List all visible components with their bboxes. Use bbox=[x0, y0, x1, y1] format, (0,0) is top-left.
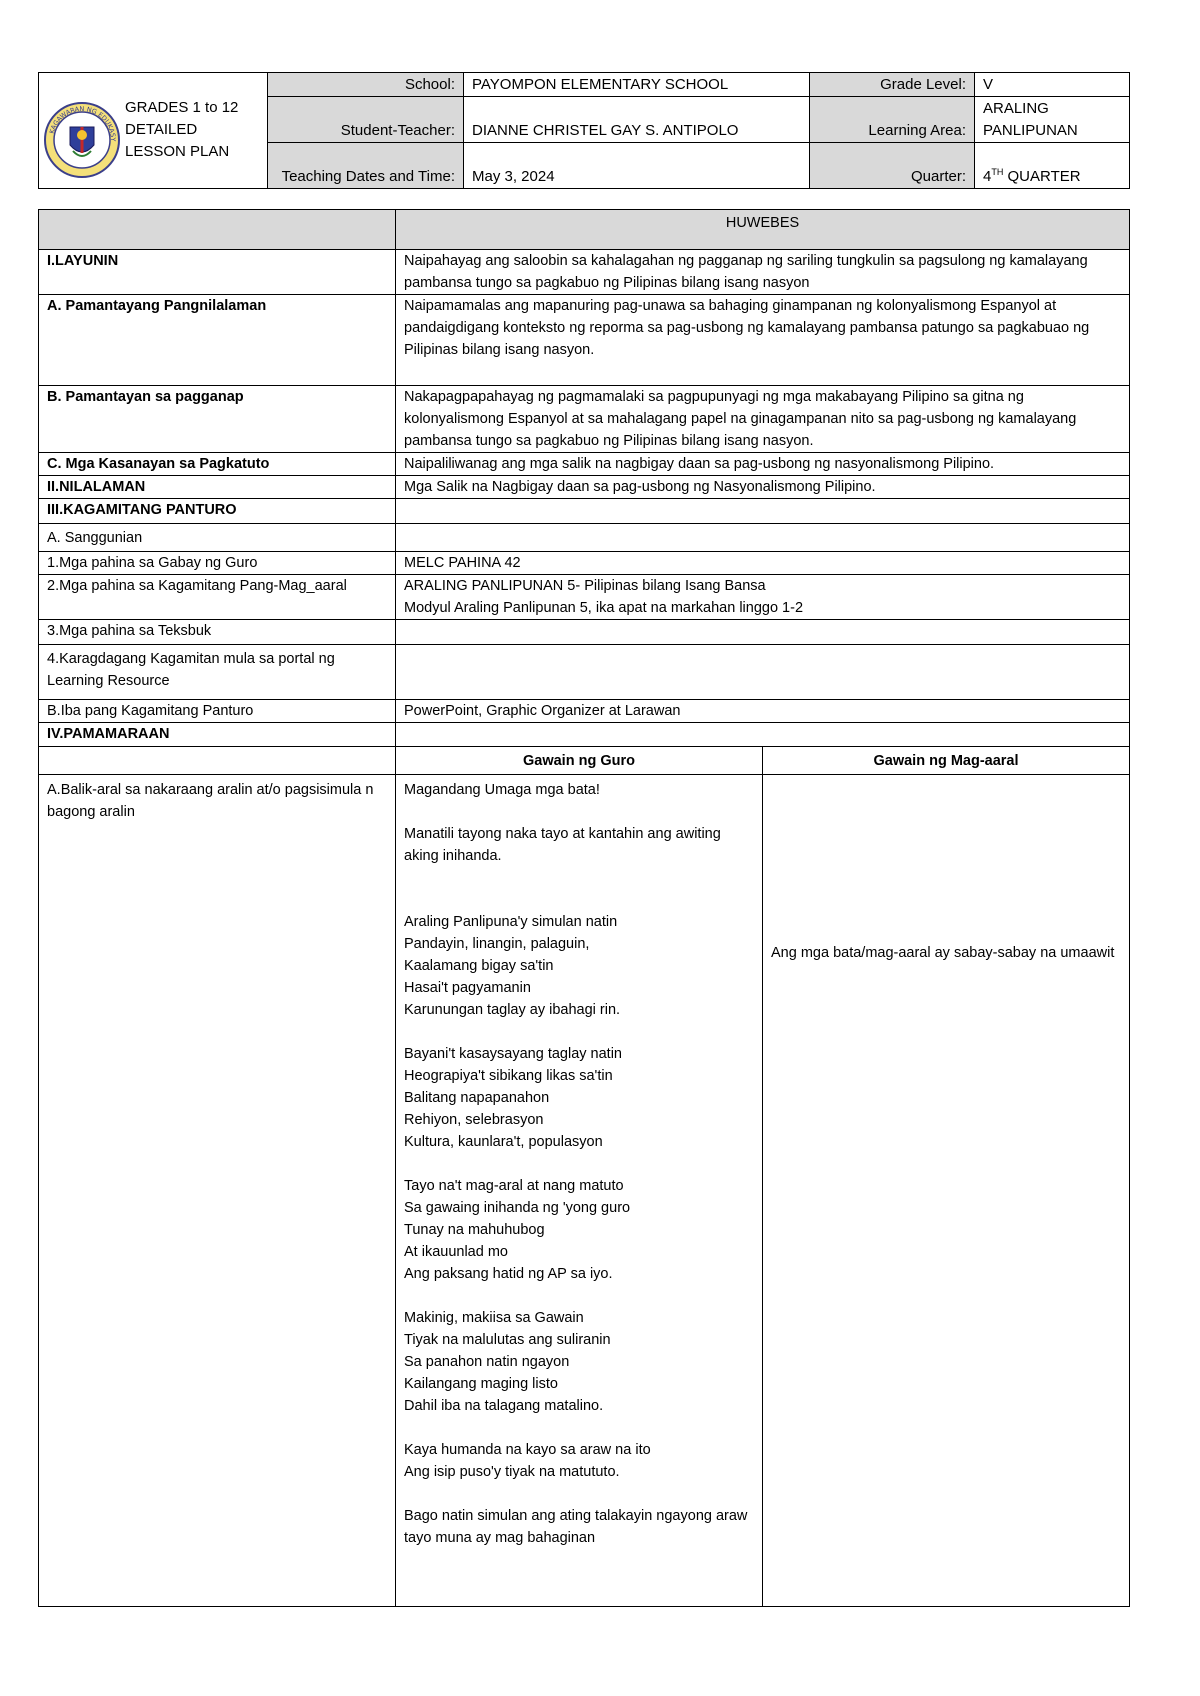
kagamitang-label: 2.Mga pahina sa Kagamitang Pang-Mag_aaral bbox=[39, 575, 396, 620]
student-teacher-label: Student-Teacher: bbox=[268, 97, 464, 143]
balik-aral-label: A.Balik-aral sa nakaraang aralin at/o pagsisimula n bagong aralin bbox=[39, 775, 396, 1607]
document-title bbox=[125, 97, 238, 163]
school-label: School: bbox=[268, 73, 464, 97]
iba-label: B.Iba pang Kagamitang Panturo bbox=[39, 700, 396, 723]
sanggunian-label: A. Sanggunian bbox=[39, 524, 396, 552]
blank-line bbox=[404, 801, 754, 823]
kagamitang-value bbox=[396, 575, 1130, 620]
lyric-line: Balitang napapanahon bbox=[404, 1090, 550, 1106]
portal-label: 4.Karagdagang Kagamitan mula sa portal ng Learning Resource bbox=[39, 645, 396, 700]
layunin-label: I.LAYUNIN bbox=[39, 250, 396, 295]
lyric-line: Karunungan taglay ay ibahagi rin. bbox=[404, 1002, 621, 1018]
kasanayan-label: C. Mga Kasanayan sa Pagkatuto bbox=[39, 453, 396, 476]
kasanayan-value: Naipaliliwanag ang mga salik na nagbigay daan sa pag-usbong ng nasyonalismong Pilipino. bbox=[396, 453, 1130, 476]
blank-line bbox=[404, 1285, 754, 1307]
teaching-dates-label: Teaching Dates and Time: bbox=[268, 143, 464, 189]
gabay-label: 1.Mga pahina sa Gabay ng Guro bbox=[39, 552, 396, 575]
blank-line bbox=[404, 1153, 754, 1175]
kagamitang-value-1: ARALING PANLIPUNAN 5- Pilipinas bilang Isang Bansa bbox=[404, 578, 766, 594]
blank-line bbox=[404, 1417, 754, 1439]
lyric-line: Dahil iba na talagang matalino. bbox=[404, 1398, 604, 1414]
kagamitan-value bbox=[396, 499, 1130, 524]
iba-value: PowerPoint, Graphic Organizer at Larawan bbox=[396, 700, 1130, 723]
lyric-line: Magandang Umaga mga bata! bbox=[404, 782, 600, 798]
lyric-line: Makinig, makiisa sa Gawain bbox=[404, 1310, 584, 1326]
lyric-line: Araling Panlipuna'y simulan natin bbox=[404, 914, 618, 930]
lyric-line: Kailangang maging listo bbox=[404, 1376, 558, 1392]
lyric-line: Ang paksang hatid ng AP sa iyo. bbox=[404, 1266, 613, 1282]
lyric-line: Hasai't pagyamanin bbox=[404, 980, 531, 996]
lyric-line: Ang isip puso'y tiyak na matututo. bbox=[404, 1464, 620, 1480]
sanggunian-value bbox=[396, 524, 1130, 552]
pamamaraan-value bbox=[396, 723, 1130, 747]
pamamaraan-label: IV.PAMAMARAAN bbox=[39, 723, 396, 747]
title-line-2: DETAILED bbox=[125, 121, 198, 138]
lyric-line: Pandayin, linangin, palaguin, bbox=[404, 936, 590, 952]
lyric-line: Kultura, kaunlara't, populasyon bbox=[404, 1134, 603, 1150]
teksbuk-value bbox=[396, 620, 1130, 645]
kagamitan-label: III.KAGAMITANG PANTURO bbox=[39, 499, 396, 524]
pangnilalaman-value: Naipamamalas ang mapanuring pag-unawa sa bahaging ginampanan ng kolonyalismong Espanyol at pandaigdigang konteksto ng reporma sa pag-usbong ng kamalayang pambansa patungo sa pagkabuao ng Pilipinas bilang isang nasyon. bbox=[396, 295, 1130, 386]
lyric-line: Manatili tayong naka tayo at kantahin ang awiting aking inihanda. bbox=[404, 826, 721, 864]
title-block bbox=[39, 73, 268, 189]
pangnilalaman-label: A. Pamantayang Pangnilalaman bbox=[39, 295, 396, 386]
lesson-table bbox=[38, 209, 1130, 1607]
song-lyrics bbox=[404, 779, 754, 1549]
lyric-line: Kaalamang bigay sa'tin bbox=[404, 958, 554, 974]
lyric-line: Sa gawaing inihanda ng 'yong guro bbox=[404, 1200, 631, 1216]
column-header-blank bbox=[39, 747, 396, 775]
blank-line bbox=[404, 1021, 754, 1043]
school-value: PAYOMPON ELEMENTARY SCHOOL bbox=[464, 73, 810, 97]
pagganap-label: B. Pamantayan sa pagganap bbox=[39, 386, 396, 453]
lyric-line: Bayani't kasaysayang taglay natin bbox=[404, 1046, 622, 1062]
deped-seal-icon bbox=[43, 101, 121, 186]
pagganap-value: Nakapagpapahayag ng pagmamalaki sa pagpupunyagi ng mga makabayang Pilipino sa gitna ng kolonyalismong Espanyol at sa mahalagang papel na ginagampanan nito sa pag-usbong ng kamalayang pambansa tungo sa pagkabuo ng Pilipinas bilang isang nasyon. bbox=[396, 386, 1130, 453]
portal-value bbox=[396, 645, 1130, 700]
blank-line bbox=[404, 1483, 754, 1505]
header-blank-cell bbox=[39, 210, 396, 250]
gawain-magaaral-content: Ang mga bata/mag-aaral ay sabay-sabay na umaawit bbox=[763, 775, 1130, 1607]
svg-text:KAGAWARAN NG EDUKASYON: KAGAWARAN NG EDUKASY bbox=[47, 104, 118, 142]
title-line-3: LESSON PLAN bbox=[125, 143, 230, 160]
blank-line bbox=[404, 867, 754, 889]
title-line-1: GRADES 1 to 12 bbox=[125, 99, 239, 116]
grade-level-value: V bbox=[975, 73, 1130, 97]
nilalaman-label: II.NILALAMAN bbox=[39, 476, 396, 499]
learning-area-label: Learning Area: bbox=[810, 97, 975, 143]
gawain-guro-header: Gawain ng Guro bbox=[396, 747, 763, 775]
teaching-dates-value: May 3, 2024 bbox=[464, 143, 810, 189]
day-header: HUWEBES bbox=[396, 210, 1130, 250]
lyric-line: Kaya humanda na kayo sa araw na ito bbox=[404, 1442, 651, 1458]
quarter-label: Quarter: bbox=[810, 143, 975, 189]
header-table bbox=[38, 72, 1130, 189]
grade-level-label: Grade Level: bbox=[810, 73, 975, 97]
teksbuk-label: 3.Mga pahina sa Teksbuk bbox=[39, 620, 396, 645]
lyric-line: At ikauunlad mo bbox=[404, 1244, 508, 1260]
lyric-line: Bago natin simulan ang ating talakayin ngayong araw tayo muna ay mag bahaginan bbox=[404, 1508, 748, 1546]
blank-line bbox=[404, 889, 754, 911]
lyric-line: Tayo na't mag-aral at nang matuto bbox=[404, 1178, 624, 1194]
student-teacher-value: DIANNE CHRISTEL GAY S. ANTIPOLO bbox=[464, 97, 810, 143]
lyric-line: Tunay na mahuhubog bbox=[404, 1222, 545, 1238]
nilalaman-value: Mga Salik na Nagbigay daan sa pag-usbong ng Nasyonalismong Pilipino. bbox=[396, 476, 1130, 499]
lyric-line: Sa panahon natin ngayon bbox=[404, 1354, 570, 1370]
lesson-plan-page bbox=[38, 72, 1129, 1607]
gawain-magaaral-header: Gawain ng Mag-aaral bbox=[763, 747, 1130, 775]
gabay-value: MELC PAHINA 42 bbox=[396, 552, 1130, 575]
lyric-line: Heograpiya't sibikang likas sa'tin bbox=[404, 1068, 613, 1084]
lyric-line: Tiyak na malulutas ang suliranin bbox=[404, 1332, 611, 1348]
layunin-value: Naipahayag ang saloobin sa kahalagahan ng pagganap ng sariling tungkulin sa pagsulong ng kamalayang pambansa tungo sa pagkabuo ng Pilipinas bilang isang nasyon bbox=[396, 250, 1130, 295]
lyric-line: Rehiyon, selebrasyon bbox=[404, 1112, 544, 1128]
kagamitang-value-2: Modyul Araling Panlipunan 5, ika apat na markahan linggo 1-2 bbox=[404, 600, 804, 616]
quarter-value: 4TH QUARTER bbox=[975, 143, 1130, 189]
gawain-guro-content bbox=[396, 775, 763, 1607]
learning-area-value: ARALING PANLIPUNAN bbox=[975, 97, 1130, 143]
